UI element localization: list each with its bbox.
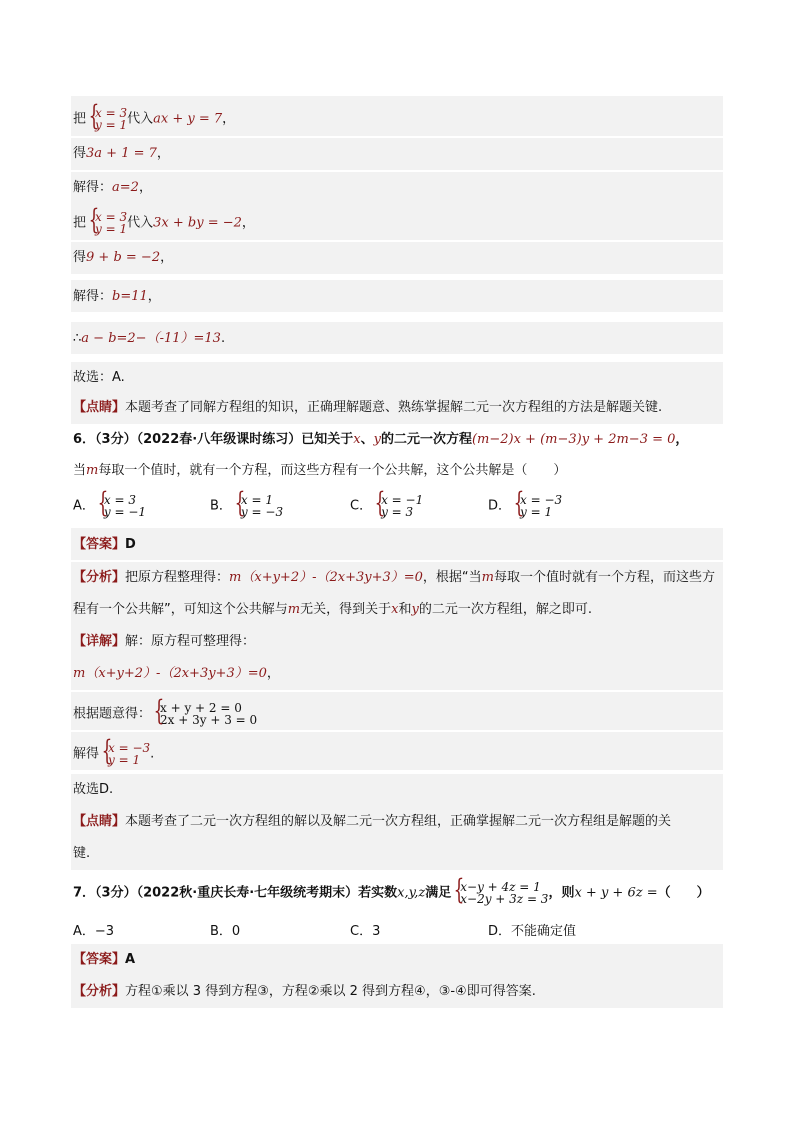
- answer-line: 【答案】D: [73, 537, 136, 552]
- question-6-stem: 6．（3分）（2022春·八年级课时练习）已知关于x、y的二元一次方程(m−2)x + (m−3)y + 2m−3 = 0，: [73, 432, 689, 447]
- line-bg: [71, 732, 723, 770]
- step-result-2: 得9 + b = −2，: [73, 250, 174, 265]
- detail-line-1: 【详解】解：原方程可整理得：: [73, 634, 256, 649]
- comment-line-1: 【点睛】本题考查了二元一次方程组的解以及解二元一次方程组，正确掌握解二元一次方程组是解题的关: [73, 814, 672, 829]
- analysis-line: 【分析】方程①乘以 3 得到方程③，方程②乘以 2 得到方程④，③-④即可得答案.: [73, 984, 536, 999]
- line-bg: [71, 362, 723, 394]
- option-b[interactable]: B．0: [210, 924, 241, 939]
- step-final: ∴a − b=2−（-11）=13.: [73, 331, 226, 346]
- analysis-line-1: 【分析】把原方程整理得：m（x+y+2）-（2x+3y+3）=0，根据“当m每取一个值时就有一个方程，而这些方: [73, 570, 716, 585]
- equation-system: { x−y + 4z = 1 x−2y + 3z = 3: [451, 881, 548, 905]
- line-bg: [71, 774, 723, 806]
- answer-line: 【答案】A: [73, 952, 136, 967]
- option-c[interactable]: C． { x = −1 y = 3: [350, 494, 423, 518]
- comment-line-2: 键.: [73, 846, 91, 861]
- question-7-stem: 7．（3分）（2022秋·重庆长寿·七年级统考期末）若实数x,y,z满足 { x−y + 4z = 1 x−2y + 3z = 3 ，则x + y + 6z =（ ）: [73, 881, 710, 905]
- line-bg: [71, 528, 723, 560]
- option-b[interactable]: B． { x = 1 y = −3: [210, 494, 283, 518]
- line-bg: [71, 944, 723, 976]
- step-solve-a: 解得：a=2，: [73, 180, 152, 195]
- choice-text: 故选：A.: [73, 370, 125, 385]
- detail-line-3: 根据题意得： { x + y + 2 = 0 2x + 3y + 3 = 0: [73, 702, 257, 726]
- option-c[interactable]: C．3: [350, 924, 381, 939]
- line-bg: [71, 838, 723, 870]
- detail-line-2: m（x+y+2）-（2x+3y+3）=0，: [73, 666, 280, 681]
- step-substitute-2: 把 { x = 3 y = 1 代入3x + by = −2，: [73, 211, 255, 235]
- equation-system: { x = 3 y = 1: [86, 107, 127, 131]
- option-a[interactable]: A．−3: [73, 924, 115, 939]
- step-substitute-1: 把 { x = 3 y = 1 代入ax + y = 7，: [73, 107, 235, 131]
- step-solve-b: 解得：b=11，: [73, 289, 161, 304]
- analysis-line-2: 程有一个公共解”，可知这个公共解与m无关，得到关于x和y的二元一次方程组，解之即可.: [73, 602, 592, 617]
- step-result-1: 得3a + 1 = 7，: [73, 146, 170, 161]
- detail-line-5: 故选D.: [73, 782, 114, 797]
- equation-system: { x = −3 y = 1: [99, 742, 150, 766]
- detail-line-4: 解得 { x = −3 y = 1 .: [73, 742, 154, 766]
- option-d[interactable]: D． { x = −3 y = 1: [488, 494, 562, 518]
- option-a[interactable]: A． { x = 3 y = −1: [73, 494, 146, 518]
- line-bg: [71, 280, 723, 312]
- equation-system: { x = 3 y = 1: [86, 211, 127, 235]
- option-d[interactable]: D．不能确定值: [488, 924, 577, 939]
- equation-system: { x + y + 2 = 0 2x + 3y + 3 = 0: [151, 702, 257, 726]
- question-6-stem-line-2: 当m每取一个值时，就有一个方程，而这些方程有一个公共解，这个公共解是（ ）: [73, 463, 567, 478]
- comment-line: 【点睛】本题考查了同解方程组的知识，正确理解题意、熟练掌握解二元一次方程组的方法是解题关键.: [73, 400, 663, 415]
